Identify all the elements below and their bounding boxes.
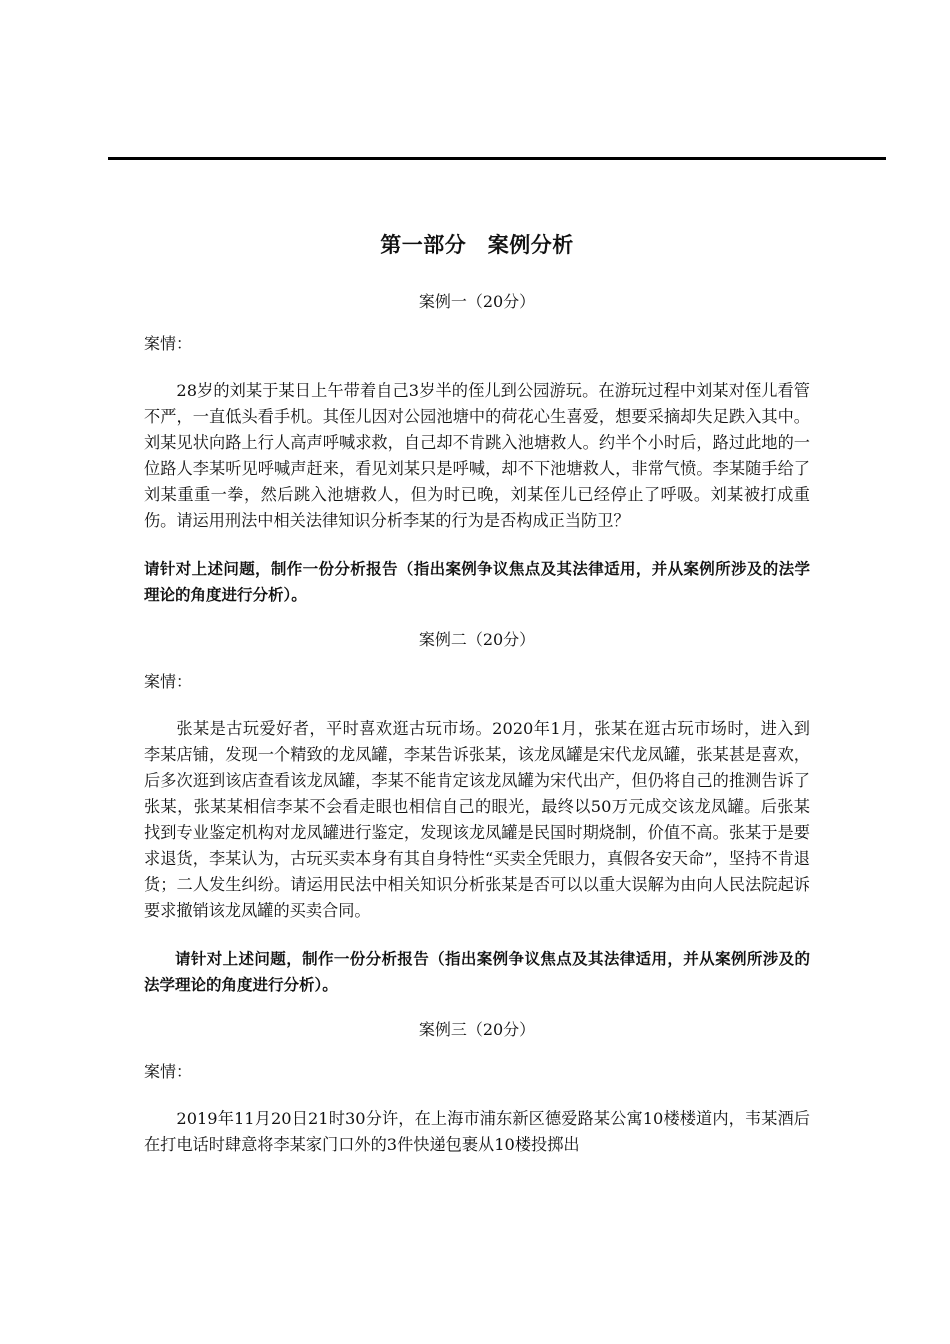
case-3-label: 案情：: [144, 1062, 193, 1081]
case-3-body: 2019年11月20日21时30分许，在上海市浦东新区德爱路某公寓10楼楼道内，韦某酒后在打电话时肆意将李某家门口外的3件快递包裹从10楼投掷出: [144, 1109, 810, 1154]
case-1-label: 案情：: [144, 334, 193, 353]
case-1-title: 案例一（20分）: [418, 292, 536, 311]
part-title: 第一部分 案例分析: [380, 233, 574, 257]
case-3-title: 案例三（20分）: [418, 1020, 536, 1039]
header-rule: [108, 157, 886, 160]
case-1-task: 请针对上述问题，制作一份分析报告（指出案例争议焦点及其法律适用，并从案例所涉及的法学理论的角度进行分析）。: [144, 560, 810, 604]
case-2-task: 请针对上述问题，制作一份分析报告（指出案例争议焦点及其法律适用，并从案例所涉及的法学理论的角度进行分析）。: [144, 950, 810, 994]
document-body: [144, 228, 810, 1180]
case-2-label: 案情：: [144, 672, 193, 691]
case-1-body: 28岁的刘某于某日上午带着自己3岁半的侄儿到公园游玩。在游玩过程中刘某对侄儿看管不严，一直低头看手机。其侄儿因对公园池塘中的荷花心生喜爱，想要采摘却失足跌入其中。刘某见状向路上行人高声呼喊求救，自己却不肯跳入池塘救人。约半个小时后，路过此地的一位路人李某听见呼喊声赶来，看见刘某只是呼喊，却不下池塘救人，非常气愤。李某随手给了刘某重重一拳，然后跳入池塘救人，但为时已晚，刘某侄儿已经停止了呼吸。刘某被打成重伤。请运用刑法中相关法律知识分析李某的行为是否构成正当防卫？: [144, 381, 810, 530]
case-2-body: 张某是古玩爱好者，平时喜欢逛古玩市场。2020年1月，张某在逛古玩市场时，进入到李某店铺，发现一个精致的龙凤罐，李某告诉张某，该龙凤罐是宋代龙凤罐，张某甚是喜欢，后多次逛到该店查看该龙凤罐，李某不能肯定该龙凤罐为宋代出产，但仍将自己的推测告诉了张某，张某某相信李某不会看走眼也相信自己的眼光，最终以50万元成交该龙凤罐。后张某找到专业鉴定机构对龙凤罐进行鉴定，发现该龙凤罐是民国时期烧制，价值不高。张某于是要求退货，李某认为，古玩买卖本身有其自身特性“买卖全凭眼力，真假各安天命”，坚持不肯退货；二人发生纠纷。请运用民法中相关知识分析张某是否可以以重大误解为由向人民法院起诉要求撤销该龙凤罐的买卖合同。: [144, 719, 810, 920]
case-2-title: 案例二（20分）: [418, 630, 536, 649]
